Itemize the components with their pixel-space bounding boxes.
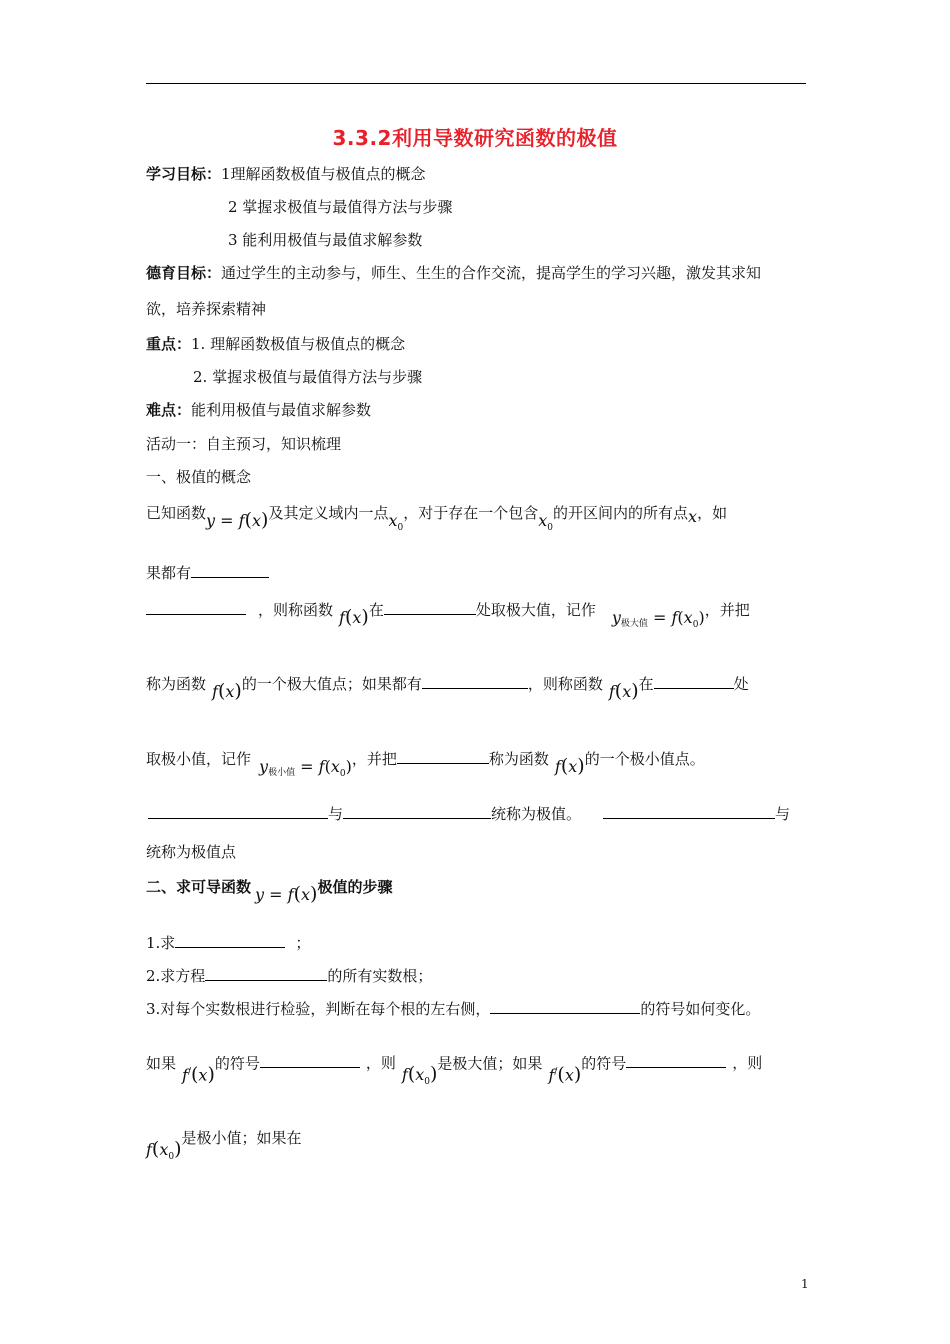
step-2: 2.求方程 的所有实数根； (146, 967, 433, 985)
key-label: 重点： (146, 335, 192, 353)
text-fragment: ，则称函数 (258, 601, 334, 619)
formula-fx: f(x) (554, 755, 585, 777)
formula-x: x (688, 507, 698, 526)
text-fragment: ，对于存在一个包含 (403, 504, 539, 522)
formula-fx: f(x) (339, 606, 369, 628)
text-fragment: 在 (638, 675, 654, 693)
definition-line-5 (146, 748, 705, 779)
fill-blank[interactable] (191, 563, 269, 578)
section-1-heading: 一、极值的概念 (146, 468, 252, 486)
formula-fx: f(x) (608, 680, 639, 702)
formula-y-min: y极小值 = $f(x_0)$ (259, 757, 352, 779)
difficult-line (146, 400, 371, 420)
text-fragment: ，则称函数 (527, 675, 603, 693)
text-fragment: 及其定义域内一点 (268, 504, 389, 522)
key-item: 2. 掌握求极值与最值得方法与步骤 (193, 368, 423, 386)
fill-blank[interactable] (175, 933, 285, 948)
moral-text: 欲，培养探索精神 (146, 300, 267, 318)
fill-blank[interactable] (626, 1053, 726, 1068)
text-fragment: 处 (733, 675, 749, 693)
difficult-text: 能利用极值与最值求解参数 (191, 401, 372, 419)
text-fragment: 二、求可导函数 (146, 878, 252, 896)
definition-line-3 (146, 599, 750, 630)
text-fragment: ，并把 (704, 601, 750, 619)
header-rule (146, 83, 806, 84)
definition-line-1 (146, 502, 728, 533)
activity-heading: 活动一：自主预习，知识梳理 (146, 435, 342, 453)
formula-f-x0: $f(x_0)$ (146, 1138, 182, 1162)
fill-blank[interactable] (654, 674, 734, 689)
key-line-1 (146, 334, 405, 354)
step-1: 1.求 ； (146, 934, 311, 952)
formula-f-x0: $f(x_0)$ (401, 1063, 438, 1088)
text-fragment: 的一个极大值点；如果都有 (241, 675, 422, 693)
fill-blank[interactable] (603, 804, 775, 819)
fill-blank[interactable] (490, 999, 640, 1014)
definition-line-2 (146, 563, 269, 583)
formula-x0: $x_0$ (388, 511, 404, 533)
difficult-label: 难点： (146, 401, 192, 419)
key-item: 1. 理解函数极值与极值点的概念 (191, 335, 406, 353)
fill-blank[interactable] (422, 674, 528, 689)
objectives-line-1 (146, 164, 426, 184)
formula-y-max: y极大值 = $f(x_0)$ (611, 608, 705, 630)
moral-label: 德育目标： (146, 264, 222, 282)
document-title: 3.3.2利用导数研究函数的极值 (332, 126, 618, 150)
formula-fprime-x: f/(x) (548, 1063, 582, 1086)
text-fragment: 极值的步骤 (317, 878, 393, 896)
text-fragment: ，并把 (351, 750, 397, 768)
step-3: 3.对每个实数根进行检验，判断在每个根的左右侧， 的符号如何变化。 (146, 1000, 761, 1018)
definition-line-7: 统称为极值点 (146, 843, 237, 861)
page-number: 1 (801, 1277, 809, 1291)
fill-blank[interactable] (146, 600, 246, 615)
formula-y-eq-fx: y = f(x) (206, 509, 269, 531)
objective-item: 1理解函数极值与极值点的概念 (221, 165, 426, 183)
fill-blank[interactable] (260, 1053, 360, 1068)
text-fragment: 与 (328, 805, 344, 823)
fill-blank[interactable] (343, 804, 491, 819)
text-fragment: 已知函数 (146, 504, 207, 522)
text-fragment: 与 (775, 805, 791, 823)
formula-x0: $x_0$ (538, 511, 554, 533)
moral-line-1 (146, 263, 761, 283)
text-fragment: 的开区间内的所有点 (553, 504, 689, 522)
text-fragment: 统称为极值。 (491, 805, 582, 823)
definition-line-6 (148, 804, 790, 824)
fill-blank[interactable] (148, 804, 328, 819)
text-fragment: ，如 (697, 504, 728, 522)
objective-item: 2 掌握求极值与最值得方法与步骤 (228, 198, 453, 216)
objective-item: 3 能利用极值与最值求解参数 (228, 231, 423, 249)
text-fragment: 的一个极小值点。 (584, 750, 705, 768)
fill-blank[interactable] (205, 966, 327, 981)
text-fragment: 在 (368, 601, 384, 619)
text-fragment: 处取极大值，记作 (475, 601, 596, 619)
moral-text: 通过学生的主动参与，师生、生生的合作交流，提高学生的学习兴趣，激发其求知 (221, 264, 762, 282)
text-fragment: 称为函数 (488, 750, 549, 768)
fill-blank[interactable] (384, 600, 476, 615)
fill-blank[interactable] (397, 749, 489, 764)
formula-fx: f(x) (212, 680, 242, 702)
formula-fprime-x: f/(x) (182, 1063, 215, 1086)
step-5: $f(x_0)$是极小值；如果在 (146, 1127, 302, 1155)
step-4: 如果f/(x)的符号 ，则$f(x_0)$是极大值；如果f/(x)的符号 ，则 (146, 1050, 762, 1080)
objectives-label: 学习目标： (146, 165, 222, 183)
definition-line-4 (146, 673, 749, 702)
text-fragment: 称为函数 (146, 675, 207, 693)
text-fragment: 取极小值，记作 (146, 750, 252, 768)
text-fragment: 果都有 (146, 564, 192, 582)
formula-y-eq-fx: y = f(x) (255, 883, 318, 905)
section-2-heading (146, 876, 393, 905)
